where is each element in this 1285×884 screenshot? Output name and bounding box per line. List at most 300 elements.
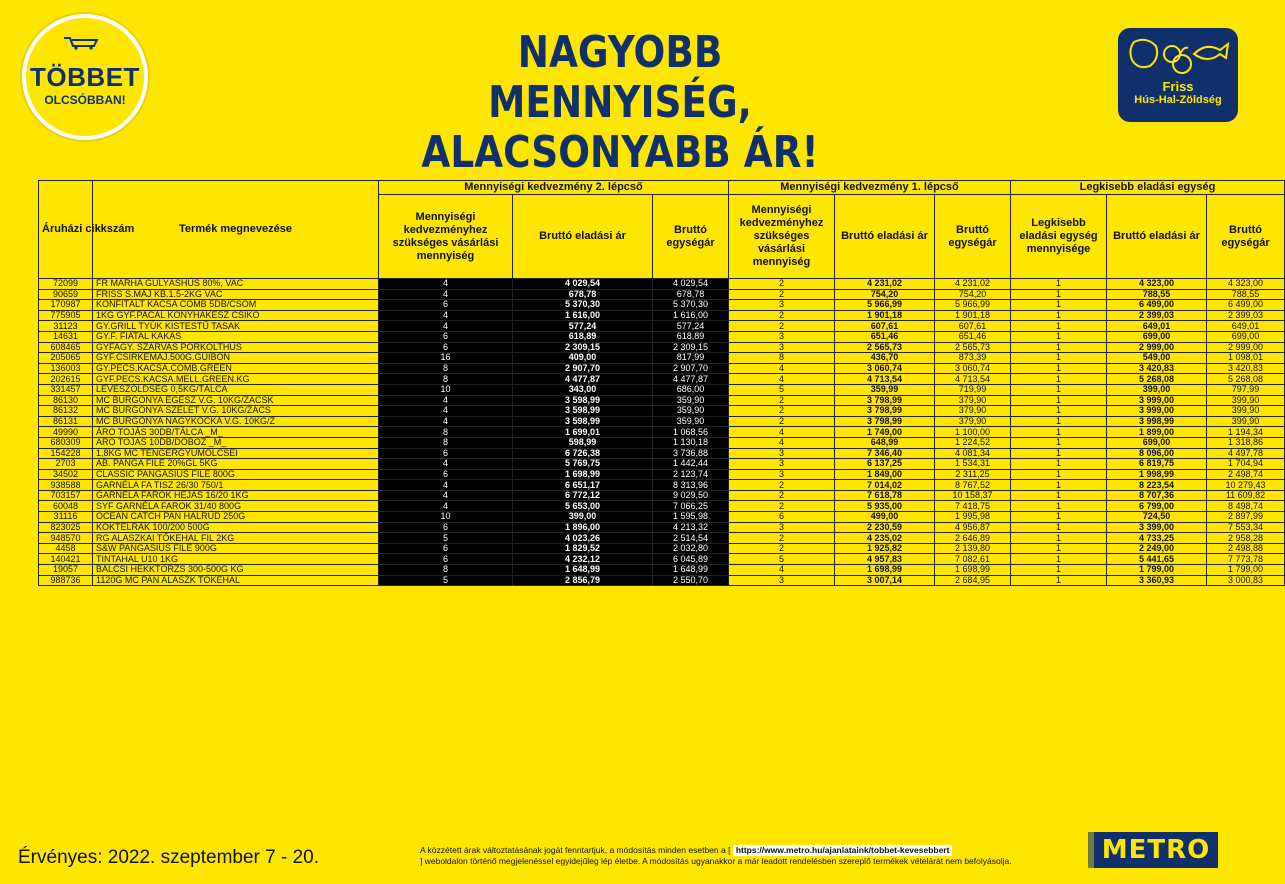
- table-cell: 4 956,87: [935, 522, 1011, 533]
- table-cell: 7 082,61: [935, 554, 1011, 565]
- table-cell: 5 268,08: [1207, 374, 1285, 385]
- table-cell: 379,90: [935, 395, 1011, 406]
- table-cell: 699,00: [1107, 437, 1207, 448]
- table-cell: 4 477,87: [653, 374, 729, 385]
- table-cell: 2 498,88: [1207, 543, 1285, 554]
- page-headline: [408, 28, 833, 178]
- table-cell: 577,24: [513, 321, 653, 332]
- table-cell: 1 901,18: [935, 310, 1011, 321]
- table-row: [39, 406, 1285, 417]
- table-cell: 2 565,73: [935, 342, 1011, 353]
- table-cell: 4: [729, 437, 835, 448]
- table-cell: 1 616,00: [653, 310, 729, 321]
- table-cell: 3: [729, 300, 835, 311]
- table-cell: 90659: [39, 289, 93, 300]
- table-cell: 8 223,54: [1107, 480, 1207, 491]
- table-cell: 788,55: [1107, 289, 1207, 300]
- table-cell: 86131: [39, 416, 93, 427]
- table-cell: 5 966,99: [935, 300, 1011, 311]
- table-cell: 1 899,00: [1107, 427, 1207, 438]
- table-cell: 8 096,00: [1107, 448, 1207, 459]
- table-cell: 4: [729, 374, 835, 385]
- table-cell: 4 023,26: [513, 533, 653, 544]
- table-cell: 2 311,25: [935, 469, 1011, 480]
- table-cell: 86132: [39, 406, 93, 417]
- table-cell: 34502: [39, 469, 93, 480]
- table-cell: 4: [379, 490, 513, 501]
- table-cell: 8: [379, 437, 513, 448]
- table-cell: 719,99: [935, 384, 1011, 395]
- table-row: [39, 310, 1285, 321]
- table-cell: FRISS S.MÁJ KB.1.5-2KG VAC: [93, 289, 379, 300]
- table-row: [39, 300, 1285, 311]
- table-cell: 2: [729, 501, 835, 512]
- table-cell: 1: [1011, 363, 1107, 374]
- table-cell: 6 819,75: [1107, 459, 1207, 470]
- table-cell: 3 598,99: [513, 395, 653, 406]
- table-cell: MC BURGONYA EGÉSZ V.G. 10KG/ZACSK: [93, 395, 379, 406]
- table-cell: 3 060,74: [835, 363, 935, 374]
- table-row: [39, 363, 1285, 374]
- badge-line1: TÖBBET: [30, 61, 140, 92]
- table-cell: 6 045,89: [653, 554, 729, 565]
- table-cell: 2703: [39, 459, 93, 470]
- table-cell: MC BURGONYA SZELET V.G. 10KG/ZACS: [93, 406, 379, 417]
- table-row: [39, 522, 1285, 533]
- table-cell: 678,78: [653, 289, 729, 300]
- table-cell: 2 514,54: [653, 533, 729, 544]
- table-cell: 8 498,74: [1207, 501, 1285, 512]
- table-cell: 2 897,99: [1207, 512, 1285, 523]
- table-cell: 4 497,78: [1207, 448, 1285, 459]
- table-cell: 399,90: [1207, 416, 1285, 427]
- offer-link[interactable]: https://www.metro.hu/ajanlataink/tobbet-kevesebbert: [733, 845, 953, 856]
- price-table: [38, 180, 1285, 586]
- table-cell: 4: [379, 310, 513, 321]
- table-cell: 2: [729, 406, 835, 417]
- table-cell: 2 498,74: [1207, 469, 1285, 480]
- table-row: [39, 437, 1285, 448]
- table-row: [39, 469, 1285, 480]
- table-cell: 11 609,82: [1207, 490, 1285, 501]
- table-cell: 1 534,31: [935, 459, 1011, 470]
- table-cell: 2 684,95: [935, 575, 1011, 586]
- table-cell: 651,46: [935, 331, 1011, 342]
- table-cell: 823025: [39, 522, 93, 533]
- table-cell: 4 029,54: [513, 279, 653, 290]
- table-cell: 1: [1011, 512, 1107, 523]
- table-cell: 3 598,99: [513, 406, 653, 417]
- table-cell: 948570: [39, 533, 93, 544]
- table-cell: 3 060,74: [935, 363, 1011, 374]
- table-cell: 2 399,03: [1107, 310, 1207, 321]
- table-cell: 6: [379, 331, 513, 342]
- table-cell: 60048: [39, 501, 93, 512]
- table-cell: 2: [729, 279, 835, 290]
- table-cell: GYFAGY. SZARVAS PÖRKÖLTHÚS: [93, 342, 379, 353]
- table-cell: 2 907,70: [513, 363, 653, 374]
- table-cell: SYF GARNÉLA FAROK 31/40 800G: [93, 501, 379, 512]
- table-cell: 3 999,00: [1107, 406, 1207, 417]
- table-cell: 359,99: [835, 384, 935, 395]
- fresh-food-icon: [1124, 32, 1232, 80]
- table-cell: 4: [379, 289, 513, 300]
- table-cell: 5 935,00: [835, 501, 935, 512]
- table-cell: LEVESZÖLDSÉG 0,5KG/TÁLCA: [93, 384, 379, 395]
- table-cell: 2 856,79: [513, 575, 653, 586]
- table-cell: 1: [1011, 310, 1107, 321]
- col-header-t1-unit: Bruttó egységár: [935, 195, 1011, 279]
- table-cell: 5: [379, 575, 513, 586]
- table-row: [39, 416, 1285, 427]
- table-cell: 8: [729, 353, 835, 364]
- tobbet-olcsobban-badge: [22, 14, 148, 140]
- fresh-line1: Friss: [1162, 79, 1194, 94]
- table-cell: GY.PECS.KACSA.COMB.GREEN: [93, 363, 379, 374]
- table-cell: 4: [379, 406, 513, 417]
- table-row: [39, 565, 1285, 576]
- table-cell: 8: [379, 374, 513, 385]
- table-row: [39, 342, 1285, 353]
- table-cell: ÁRO TOJÁS 30DB/TÁLCA _M_: [93, 427, 379, 438]
- table-cell: 1 068,56: [653, 427, 729, 438]
- table-cell: 8 707,36: [1107, 490, 1207, 501]
- table-cell: 499,00: [835, 512, 935, 523]
- table-cell: 3 420,83: [1207, 363, 1285, 374]
- table-cell: 6 499,00: [1107, 300, 1207, 311]
- table-cell: 72099: [39, 279, 93, 290]
- table-cell: 1: [1011, 321, 1107, 332]
- table-cell: 3 998,99: [1107, 416, 1207, 427]
- table-cell: 399,90: [1207, 395, 1285, 406]
- table-cell: 1 616,00: [513, 310, 653, 321]
- table-cell: 2 309,15: [513, 342, 653, 353]
- table-row: [39, 501, 1285, 512]
- table-cell: 5 769,75: [513, 459, 653, 470]
- table-cell: 5: [729, 384, 835, 395]
- table-cell: 2: [729, 416, 835, 427]
- table-cell: 938588: [39, 480, 93, 491]
- table-cell: RG ALASZKAI TŐKEHAL FIL 2KG: [93, 533, 379, 544]
- col-header-min-qty: Legkisebb eladási egység mennyisége: [1011, 195, 1107, 279]
- fresh-category-badge: [1118, 28, 1238, 122]
- table-cell: 1 829,52: [513, 543, 653, 554]
- table-cell: 1: [1011, 353, 1107, 364]
- table-cell: 3 798,99: [835, 395, 935, 406]
- table-cell: 10: [379, 512, 513, 523]
- table-cell: 436,70: [835, 353, 935, 364]
- table-row: [39, 554, 1285, 565]
- table-cell: 140421: [39, 554, 93, 565]
- table-cell: 359,90: [653, 395, 729, 406]
- table-cell: GY.F. FIATAL KAKAS: [93, 331, 379, 342]
- table-cell: 1 925,82: [835, 543, 935, 554]
- table-cell: 3: [729, 575, 835, 586]
- table-cell: 343,00: [513, 384, 653, 395]
- table-cell: 699,00: [1107, 331, 1207, 342]
- table-cell: 2 032,80: [653, 543, 729, 554]
- table-row: [39, 490, 1285, 501]
- table-cell: 409,00: [513, 353, 653, 364]
- table-cell: 5 268,08: [1107, 374, 1207, 385]
- table-cell: 1: [1011, 289, 1107, 300]
- table-cell: 1: [1011, 554, 1107, 565]
- table-cell: 4 323,00: [1107, 279, 1207, 290]
- table-cell: 359,90: [653, 406, 729, 417]
- validity-date: Érvényes: 2022. szeptember 7 - 20.: [18, 847, 319, 868]
- table-cell: 754,20: [835, 289, 935, 300]
- badge-line2: OLCSÓBBAN!: [44, 92, 126, 107]
- table-row: [39, 289, 1285, 300]
- table-cell: 1 194,34: [1207, 427, 1285, 438]
- table-row: [39, 279, 1285, 290]
- col-header-name: Termék megnevezése: [93, 181, 379, 279]
- table-body: [39, 279, 1285, 586]
- col-header-min-unit: Bruttó egységár: [1207, 195, 1285, 279]
- table-cell: 6 799,00: [1107, 501, 1207, 512]
- table-row: [39, 331, 1285, 342]
- table-row: [39, 384, 1285, 395]
- table-cell: 1 224,52: [935, 437, 1011, 448]
- table-cell: 2: [729, 289, 835, 300]
- table-cell: 1: [1011, 575, 1107, 586]
- table-cell: 6 137,25: [835, 459, 935, 470]
- table-cell: KONFITÁLT KACSA COMB 5DB/CSOM: [93, 300, 379, 311]
- table-cell: BALCSI HEKKTÖRZS 300-500G KG: [93, 565, 379, 576]
- table-cell: 3: [729, 448, 835, 459]
- table-cell: 6: [729, 512, 835, 523]
- table-cell: 1 896,00: [513, 522, 653, 533]
- table-cell: 19057: [39, 565, 93, 576]
- table-cell: 1: [1011, 469, 1107, 480]
- table-cell: 2 399,03: [1207, 310, 1285, 321]
- table-cell: 10 279,43: [1207, 480, 1285, 491]
- table-cell: 8: [379, 427, 513, 438]
- table-cell: 1: [1011, 342, 1107, 353]
- table-cell: 331457: [39, 384, 93, 395]
- table-cell: 1 648,99: [653, 565, 729, 576]
- table-cell: 4: [379, 480, 513, 491]
- table-cell: 1: [1011, 300, 1107, 311]
- table-cell: 988736: [39, 575, 93, 586]
- table-cell: 2 230,59: [835, 522, 935, 533]
- table-cell: 1: [1011, 279, 1107, 290]
- table-cell: 618,89: [513, 331, 653, 342]
- table-cell: 6: [379, 522, 513, 533]
- table-cell: FR MARHA GULYÁSHÚS 80%, VAC: [93, 279, 379, 290]
- table-cell: 1: [1011, 543, 1107, 554]
- table-cell: 6: [379, 543, 513, 554]
- table-cell: 5 966,99: [835, 300, 935, 311]
- table-cell: 8 767,52: [935, 480, 1011, 491]
- table-cell: 1: [1011, 384, 1107, 395]
- table-cell: 7 346,40: [835, 448, 935, 459]
- table-row: [39, 575, 1285, 586]
- table-cell: 1 442,44: [653, 459, 729, 470]
- table-cell: 5 370,30: [513, 300, 653, 311]
- table-cell: 1 749,00: [835, 427, 935, 438]
- table-cell: 5 441,65: [1107, 554, 1207, 565]
- table-cell: 1 849,00: [835, 469, 935, 480]
- table-row: [39, 353, 1285, 364]
- table-cell: 1 995,98: [935, 512, 1011, 523]
- table-cell: 399,00: [1107, 384, 1207, 395]
- table-cell: 598,99: [513, 437, 653, 448]
- table-cell: 1 699,01: [513, 427, 653, 438]
- table-cell: 724,50: [1107, 512, 1207, 523]
- table-cell: 2: [729, 395, 835, 406]
- table-cell: 2 249,00: [1107, 543, 1207, 554]
- table-cell: 1 698,99: [513, 469, 653, 480]
- col-header-min-price: Bruttó eladási ár: [1107, 195, 1207, 279]
- table-cell: 16: [379, 353, 513, 364]
- table-cell: 6: [379, 469, 513, 480]
- table-cell: TINTAHAL U10 1KG: [93, 554, 379, 565]
- table-cell: 359,90: [653, 416, 729, 427]
- table-cell: 5 370,30: [653, 300, 729, 311]
- table-cell: AB. PANGA FILÉ 20%GL 5KG: [93, 459, 379, 470]
- table-cell: 1 799,00: [1107, 565, 1207, 576]
- table-cell: 8 313,96: [653, 480, 729, 491]
- table-cell: 170987: [39, 300, 93, 311]
- table-cell: 3 736,88: [653, 448, 729, 459]
- table-cell: 699,00: [1207, 331, 1285, 342]
- table-cell: 817,99: [653, 353, 729, 364]
- headline-line1: NAGYOBB MENNYISÉG,: [488, 27, 752, 128]
- legal-note-before: A közzétett árak változtatásának jogát fenntartjuk, a módosítás minden esetben a [: [420, 845, 731, 855]
- table-row: [39, 480, 1285, 491]
- table-cell: 775905: [39, 310, 93, 321]
- table-cell: ÁRO TOJÁS 10DB/DOBOZ _M_: [93, 437, 379, 448]
- table-cell: 2: [729, 321, 835, 332]
- table-cell: 4: [379, 416, 513, 427]
- table-row: [39, 459, 1285, 470]
- table-cell: 3: [729, 331, 835, 342]
- table-cell: 6 499,00: [1207, 300, 1285, 311]
- table-row: [39, 543, 1285, 554]
- table-cell: 4 232,12: [513, 554, 653, 565]
- table-cell: 4 231,02: [835, 279, 935, 290]
- table-cell: 607,61: [935, 321, 1011, 332]
- table-cell: 3: [729, 469, 835, 480]
- table-cell: 14631: [39, 331, 93, 342]
- table-cell: 1 799,00: [1207, 565, 1285, 576]
- table-cell: 3: [729, 522, 835, 533]
- fresh-line2: Hús-Hal-Zöldség: [1134, 94, 1222, 106]
- table-row: [39, 321, 1285, 332]
- table-cell: 202615: [39, 374, 93, 385]
- table-cell: 2: [729, 543, 835, 554]
- table-cell: 1 704,94: [1207, 459, 1285, 470]
- table-cell: 3: [729, 342, 835, 353]
- table-cell: 49990: [39, 427, 93, 438]
- table-cell: 7 553,34: [1207, 522, 1285, 533]
- table-cell: 7 773,78: [1207, 554, 1285, 565]
- table-cell: 1 901,18: [835, 310, 935, 321]
- table-cell: 4: [729, 427, 835, 438]
- table-cell: 3 999,00: [1107, 395, 1207, 406]
- table-cell: 6: [379, 554, 513, 565]
- table-cell: 1: [1011, 522, 1107, 533]
- group-header-tier2: Mennyiségi kedvezmény 2. lépcső: [379, 181, 729, 195]
- col-header-t1-qty: Mennyiségi kedvezményhez szükséges vásárlási mennyiség: [729, 195, 835, 279]
- table-cell: 2: [729, 310, 835, 321]
- table-row: [39, 448, 1285, 459]
- table-cell: 549,00: [1107, 353, 1207, 364]
- table-cell: S&W PANGASIUS FILÉ 900G: [93, 543, 379, 554]
- table-cell: 649,01: [1207, 321, 1285, 332]
- table-cell: 1,8KG MC TENGERGYÜMÖLCSEI: [93, 448, 379, 459]
- table-cell: GY.GRILL TYÚK KISTESTŰ TASAK: [93, 321, 379, 332]
- table-cell: 1 648,99: [513, 565, 653, 576]
- table-row: [39, 427, 1285, 438]
- table-cell: 86130: [39, 395, 93, 406]
- table-cell: 678,78: [513, 289, 653, 300]
- table-cell: 6 772,12: [513, 490, 653, 501]
- table-cell: 4 713,54: [935, 374, 1011, 385]
- table-cell: 7 618,78: [835, 490, 935, 501]
- table-cell: 2 999,00: [1107, 342, 1207, 353]
- table-cell: 3 000,83: [1207, 575, 1285, 586]
- table-cell: 154228: [39, 448, 93, 459]
- table-cell: 2 646,89: [935, 533, 1011, 544]
- table-cell: 4 235,02: [835, 533, 935, 544]
- table-row: [39, 512, 1285, 523]
- table-cell: 873,39: [935, 353, 1011, 364]
- table-cell: 3 798,99: [835, 406, 935, 417]
- table-cell: 399,90: [1207, 406, 1285, 417]
- table-cell: 577,24: [653, 321, 729, 332]
- table-cell: 6 651,17: [513, 480, 653, 491]
- table-cell: 2: [729, 490, 835, 501]
- table-cell: 1KG GYF.PACAL KONYHAKÉSZ CSÍKO: [93, 310, 379, 321]
- table-cell: KOKTÉLRÁK 100/200 500G: [93, 522, 379, 533]
- table-cell: 4: [379, 321, 513, 332]
- headline-line2: ALACSONYABB ÁR!: [421, 127, 819, 178]
- table-cell: 4: [729, 363, 835, 374]
- table-cell: 5: [729, 554, 835, 565]
- table-cell: 2 565,73: [835, 342, 935, 353]
- table-cell: 379,90: [935, 406, 1011, 417]
- table-cell: 608465: [39, 342, 93, 353]
- table-cell: 31123: [39, 321, 93, 332]
- table-cell: 2 123,74: [653, 469, 729, 480]
- table-cell: 1: [1011, 459, 1107, 470]
- table-cell: 1 998,99: [1107, 469, 1207, 480]
- table-cell: 7 418,75: [935, 501, 1011, 512]
- table-cell: OCEAN CATCH PAN HALRÚD 250G: [93, 512, 379, 523]
- metro-logo-text: METRO: [1101, 835, 1211, 865]
- table-cell: 3 360,93: [1107, 575, 1207, 586]
- table-cell: 6 726,38: [513, 448, 653, 459]
- table-cell: 3 798,99: [835, 416, 935, 427]
- table-cell: 3 007,14: [835, 575, 935, 586]
- table-cell: 797,99: [1207, 384, 1285, 395]
- table-cell: 8: [379, 565, 513, 576]
- table-cell: 399,00: [513, 512, 653, 523]
- table-cell: GYF.CSIRKEMÁJ.500G.GUIBON: [93, 353, 379, 364]
- table-cell: 6: [379, 342, 513, 353]
- table-cell: 1 098,01: [1207, 353, 1285, 364]
- table-cell: 1: [1011, 374, 1107, 385]
- table-cell: 703157: [39, 490, 93, 501]
- table-cell: 4: [379, 501, 513, 512]
- table-cell: 1: [1011, 490, 1107, 501]
- table-cell: 10 158,37: [935, 490, 1011, 501]
- table-cell: 4 713,54: [835, 374, 935, 385]
- table-cell: 4 733,25: [1107, 533, 1207, 544]
- table-cell: 680309: [39, 437, 93, 448]
